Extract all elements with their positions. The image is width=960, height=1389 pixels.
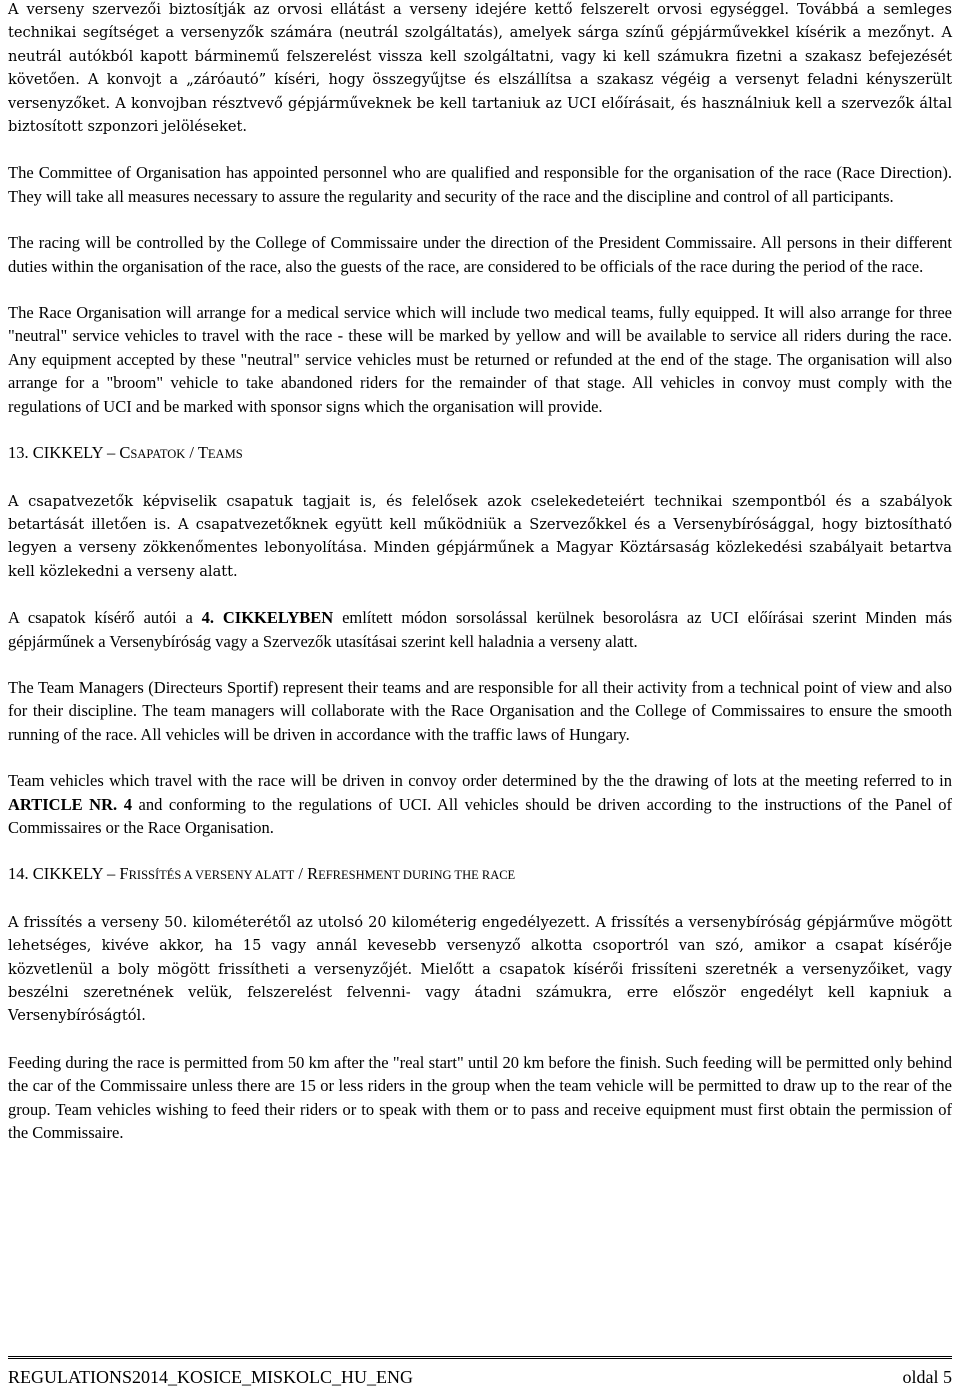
footer-page-number: oldal 5	[902, 1367, 952, 1387]
page-footer	[8, 1356, 952, 1388]
paragraph-team-cars-hu: A csapatok kísérő autói a 4. CIKKELYBEN említett módon sorsolással kerülnek besorolásra az UCI előírásai szerint Minden más gépjárműnek a Versenybíróság vagy a Szervezők utasításai szerint kell haladnia a verseny alatt.	[8, 608, 953, 651]
paragraph-team-managers-hu: A csapatvezetők képviselik csapatuk tagjait is, és felelősek azok cselekedeteiért technikai szempontból és a szabályok betartását illetően is. A csapatvezetőknek együtt kell működniük a Szervezőkkel és a Versenybírósággal, hogy biztosítható legyen a verseny zökkenőmentes lebonyolítása. Minden gépjárműnek a Magyar Köztársaság közlekedési szabályait betartva kell közlekedni a verseny alatt.	[8, 492, 952, 580]
paragraph-team-managers-en: The Team Managers (Directeurs Sportif) represent their teams and are responsible for all their activity from a technical point of view and also for their discipline. The team managers will collaborate with the Race Organisation and the College of Commissaires to ensure the smooth running of the race. All vehicles will be driven in accordance with the traffic laws of Hungary.	[8, 677, 952, 744]
document-page	[8, 0, 952, 1144]
paragraph-medical-hu: A verseny szervezői biztosítják az orvosi ellátást a verseny idejére kettő felszerelt orvosi egységgel. Továbbá a semleges technikai segítséget a versenyzők számára (neutrál szolgáltatás), amelyek sárga színű gépjárművekkel kísérik a mezőnyt. A neutrál autókból kapott bárminemű felszerelést vissza kell szolgáltatni, vagy ki kell számukra fizetni a szakasz befejezését követően. A konvojt a „záróautó” kíséri, hogy összegyűjtse és elszállítsa a szakasz végéig a versenyt feladni kényszerült versenyzőket. A konvojban résztvevő gépjárműveknek be kell tartaniuk az UCI előírásait, és használniuk kell a szervezők által biztosított szponzori jelöléseket.	[8, 1, 952, 136]
paragraph-commissaire-en: The racing will be controlled by the College of Commissaire under the direction of the President Commissaire. All persons in their different duties within the organisation of the race, also the guests of the race, are considered to be officials of the race during the period of the race.	[8, 233, 952, 276]
heading-article-14: 14. CIKKELY – FRISSÍTÉS A VERSENY ALATT / REFRESHMENT DURING THE RACE	[8, 864, 516, 884]
heading-article-13: 13. CIKKELY – CSAPATOK / TEAMS	[8, 443, 243, 463]
paragraph-organisation-en: The Committee of Organisation has appointed personnel who are qualified and responsible for the organisation of the race (Race Direction). They will take all measures necessary to assure the regularity and security of the race and the discipline and control of all participants.	[8, 163, 952, 206]
paragraph-refreshment-hu: A frissítés a verseny 50. kilométerétől az utolsó 20 kilométerig engedélyezett. A frissítés a versenybíróság gépjárműve mögött lehetséges, kivéve akkor, ha 15 vagy annál kevesebb versenyző alkotta csoportról van szó, amikor a csapat kísérője közvetlenül a boly mögött frissítheti a versenyzőjét. Mielőtt a csapatok kísérői frissíteni szeretnék a versenyzőiket, vagy beszélni szeretnének velük, felszerelést felvenni- vagy átadni számukra, erre először engedélyt kell kapniuk a Versenybíróságtól.	[8, 913, 952, 1025]
paragraph-feeding-en: Feeding during the race is permitted from 50 km after the "real start" until 20 km before the finish. Such feeding will be permitted only behind the car of the Commissaire unless there are 15 or less riders in the group when the team vehicle will be permitted to draw up to the rear of the group. Team vehicles wishing to feed their riders or to speak with them or to pass and receive equipment must first obtain the permission of the Commissaire.	[8, 1052, 952, 1143]
footer-document-name: REGULATIONS2014_KOSICE_MISKOLC_HU_ENG	[8, 1367, 413, 1387]
paragraph-team-vehicles-en: Team vehicles which travel with the race will be driven in convoy order determined by the the drawing of lots at the meeting referred to in ARTICLE NR. 4 and conforming to the regulations of UCI. All vehicles should be driven according to the instructions of the Panel of Commissaires or the Race Organisation.	[8, 771, 952, 837]
paragraph-medical-en: The Race Organisation will arrange for a medical service which will include two medical teams, fully equipped. It will also arrange for three "neutral" service vehicles to travel with the race - these will be marked by yellow and will be available to service all riders during the race. Any equipment accepted by these "neutral" service vehicles must be returned or refunded at the end of the stage. The organisation will also arrange for a "broom" vehicle to take abandoned riders for the remainder of that stage. All vehicles in convoy must comply with the regulations of UCI and be marked with sponsor signs which the organisation will provide.	[8, 303, 952, 416]
